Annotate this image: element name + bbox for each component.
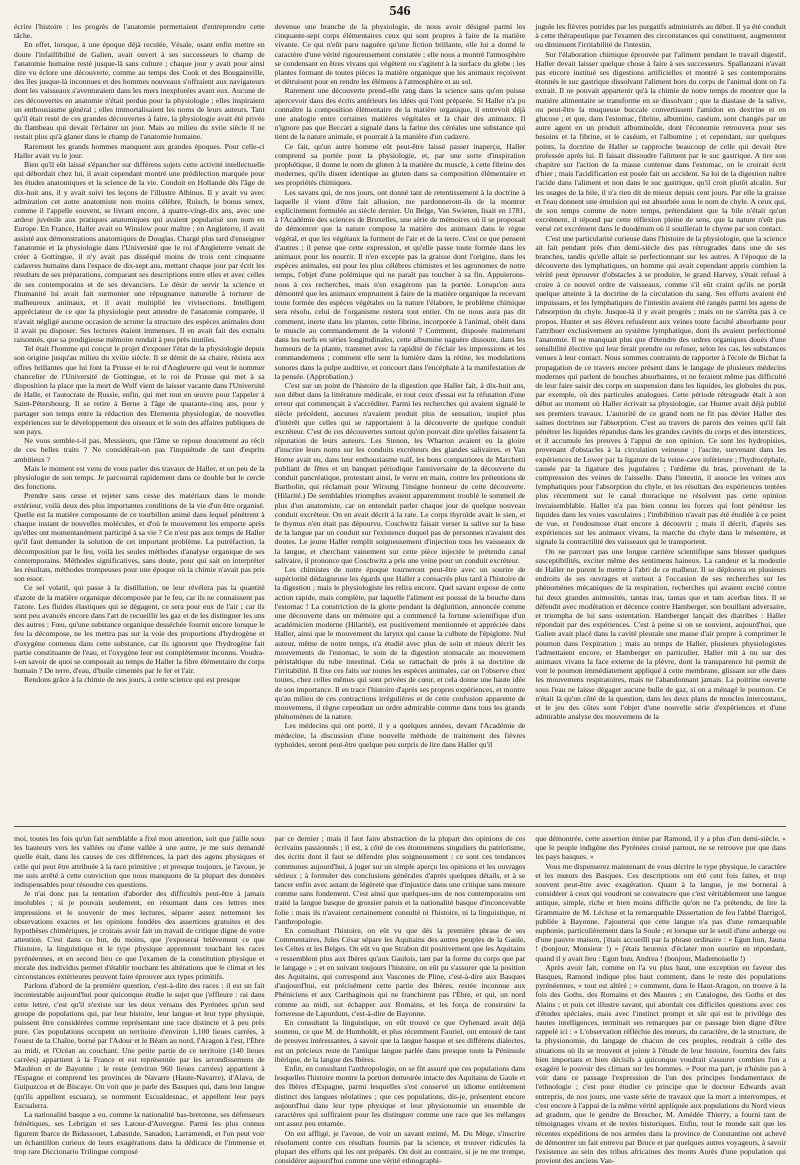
paragraph: Les médecins qui ont porté, il y a quelques années, devant l'Académie de médecine, la discussion d'une nouvelle méthode de traitement des fièvres typhoïdes, seront peut-être quelque peu surpris de lire dans Haller qu'il <box>275 721 526 749</box>
lower-column-3 <box>535 834 786 1126</box>
paragraph: En consultant l'histoire, on eût vu que dès la première phrase de ses Commentaires, Jules César sépare les Aquitains des autres peuples de la Gaule, les Celtes et les Belges. On eût vu que Strabon dit positivement que les Aquitains « ressemblent plus aux Ibères qu'aux Gaulois, tant par la forme du corps que par le langage » ; et en suivant toujours l'histoire, on eût pu s'assurer que la position des Aquitains, qui correspond aux Vascones de Pline, c'est-à-dire aux Basques d'aujourd'hui, est précisément cette partie des Ibères, restée inconnue aux Phéniciens et aux Carthaginois qui ne franchirent pas l'Èbre, et qui, un nord comme au midi, sut échapper aux Romains, et les força de construire la forteresse de Lapurdum, c'est-à-dire de Bayonne. <box>275 926 526 1018</box>
paragraph: écrire l'histoire : les progrès de l'anatomie permettaient d'entreprendre cette tâche. <box>14 22 265 40</box>
paragraph: devenue une branche de la physiologie, de nous avoir désigné parmi les cinquante-sept corps élémentaires ceux qui sont propres à faire de la matière vivante. Ce qui n'eût paru naguère qu'une fiction brillante, elle lui a donné le caractère d'une vérité rigoureusement constatée ; elle nous a montré l'atmosphère se condensant en êtres vivans qui végètent ou s'agitent à la surface du globe ; les plantes formant de toutes pièces la matière organique que les animaux reçoivent et détruisent pour en rendre les élémens à l'atmosphère et au sol. <box>275 22 526 86</box>
lower-section <box>14 834 786 1126</box>
upper-column-1 <box>14 22 265 818</box>
upper-column-2 <box>275 22 526 818</box>
paragraph: Tel était l'homme qui conçut le projet d'exposer l'état de la physiologie depuis son origine jusqu'au milieu du xviiie siècle. Il se démit de sa chaire, résista aux offres brillantes que lui font la Prusse et le roi d'Angleterre qui veut le nommer chancelier de l'Université de Gottingue, et le roi de Prusse qui met à sa disposition la place que la mort de Wolf vient de laisser vacante dans l'Université de Halle, et l'autocrate de Russie, enfin, qui met tout en œuvre pour l'appeler à Saint-Pétersbourg. Il se retire à Berne à l'âge de quarante-cinq ans, pour y partager son temps entre la rédaction des Elementa physiologiæ, de nouvelles expériences sur le développement des oiseaux et le soin des affaires publiques de son pays. <box>14 344 265 436</box>
paragraph: Rarement une découverte prend-elle rang dans la science sans qu'on puisse apercevoir dans des écrits antérieurs les idées qui l'ont préparée. Si Haller n'a pu connaître la composition élémentaire de la matière organique, il entrevoit déjà une analogie entre certaines matières végétales et la chair des animaux. Il n'ignore pas que Beccari a signalé dans la farine des céréales une substance qui tient de la nature animale, et pourrait à la manière d'un cadavre. <box>275 86 526 141</box>
paragraph: par ce dernier ; mais il faut faire abstraction de la plupart des opinions de ces écrivains passionnés ; il est, à côté de ces étonnemens singuliers du patriotisme, des écrits dont il faut se défendre plus soigneusement : ce sont ces tendances communes aujourd'hui, à juger sur un simple aperçu les opinions et les ouvrages sérieux ; à formuler des conclusions générales d'après quelques détails, et à se lancer enfin avec autant de légèreté que d'injustice dans une critique sans mesure comme sans fondement. C'est ainsi que quelques-uns de nos contemporains ont traité la langue basque de grossier patois et la nationalité basque d'inconcevable folie : mais ils n'avaient certainement consulté ni l'histoire, ni la linguistique, ni l'anthropologie. <box>275 834 526 926</box>
paragraph: moi, toutes les fois qu'un fait semblable a fixé mon attention, soit que j'aille sous les hauteurs vers les vallées ou d'une vallée à une autre, je me suis demandé quelle était, dans les causes de ces différences, la part des agens physiques et celle qui peut être attribuée à la race primitive ; et presque toujours, je l'avoue, je me suis arrêté à cette conviction que nous manquons de la plupart des données indispensables pour résoudre ces questions. <box>14 834 265 889</box>
paragraph: Ce fait, qu'un autre homme eût peut-être laissé passer inaperçu, Haller comprend sa portée pour la physiologie, et, par une sorte d'inspiration prophétique, il donne le nom de gluten à la matière du muscle, à cette fibrine des modernes, qu'ils disent identique au gluten dans sa composition élémentaire et ses propriétés chimiques. <box>275 142 526 188</box>
upper-section <box>14 22 786 818</box>
paragraph: Après avoir fait, comme on l'a vu plus haut, une exception en faveur des Basques, Ramond indique plus haut comment, dans le reste des populations pyrénéennes, « tout est altéré ; » comment, dans le Haut-Aragon, on trouve à la fois des Goths, des Romains et des Maures ; en Catalogne, des Goths et des Alains ; et puis cet illustre savant, qui abordait ces difficiles questions avec ces d'études spéciales, mais avec l'instinct prompt et sûr qui est le privilège des hautes intelligences, terminait ses remarques par ce passage bien digne d'être rappelé ici : « L'observation réfléchie des mœurs, du caractère, de la structure, de la physionomie, du langage de chacun de ces peuples, rendrait à celle des situations où ils se trouvent et jointe à l'étude de leur histoire, fournira des faits bien importans et bien décisifs à quiconque voudrait s'assurer combien l'on a exagéré le pouvoir des climats sur les hommes. » Pour ma part, je n'hésite pas à voir dans ce passage l'expression de l'un des principes fondamentaux de l'ethnologie ; c'est pour étudier ce principe que le docteur Edwards avait entrepris, de nos jours, une vaste série de travaux que la mort a interrompus, et c'est encore à l'appui de la même vérité appliquée aux populations du Nord vieux ad gradum, que le gendre de Brescher, M. Amédée Thierry, a fourni tant de témoignages vivans et de textes historiques. Enfin, tout le monde sait que les récentes expéditions de nos armées dans la province de Constantine ont achevé de démontrer un fait entrevu par Bruce et par quelques autres voyageurs, à savoir l'existence au sein des tribus africaines des monts Aurès d'une population qui provient des anciens Van- <box>535 963 786 1165</box>
paragraph: On ne parcourt pas une longue carrière scientifique sans blesser quelques susceptibilités, exciter même des sentimens haineux. La candeur et la modestie de Haller ne purent le mettre à l'abri de ce malheur. Il se déplorera en plusieurs endroits de ses ouvrages et surtout à l'occasion de ses recherches sur les phénomènes mécaniques de la respiration, recherches qui avaient excité contre lui deux grandes animosités, tantas iras, tantas que et tam acerbas lites. Il se défendit avec modération et décence contre Hamberger, son bouillant adversaire, et triompha de lui sans ostentation. Hamberger lançait des diatribes : Haller répondait par des expériences. C'est à peine si on se souvient, aujourd'hui, que Galien avait placé dans la cavité pleurale une masse d'air propre à comprimer le poumon dans l'expiration ; mais au temps de Haller, plusieurs physiologistes l'admettaient encore, et Hamberger en particulier. Haller mit à nu sur des animaux vivans la face externe de la plèvre, dont la transparence lui permit de voir le poumon immédiatement appliqué à cette membrane, glissant sur elle dans les mouvemens respiratoires, mais ne l'abandonnant jamais. La poitrine ouverte sous l'eau ne laisse dégager aucune bulle de gaz, si on a ménagé le poumon. Ce n'était là qu'un côté de la question, dans les deux plans de muscles intercostaux, et le jeu des côtes sont l'objet d'une nouvelle série d'expériences et d'une admirable analyse des mouvemens de la <box>535 547 786 722</box>
paragraph: Ne vous semble-t-il pas, Messieurs, que l'âme se repose doucement au récit de ces belles traits ? Ne considérait-on pas l'inquiétude de tant d'esprits ambitieux ? <box>14 436 265 464</box>
paragraph: Les savans qui, de nos jours, ont donné tant de retentissement à la doctrine à laquelle il vient d'être fait allusion, me pardonneront-ils de la montrer explicitement formulée au siècle dernier. Un Belge, Van Swieten, lisait en 1781, à l'Académie des sciences de Bruxelles, une série de mémoires où il se proposait de démontrer que la nature compose la matière des animaux dans le règne végétal, et que les végétaux la forment de l'air et de la terre. C'est ce que pensent d'autres ; il pense que cette expression, et qu'elle passe toute formée dans les animaux pour les nourrir. Il n'en excepte pas la graisse dont l'origine, dans les espèces animales, est pour les plus célèbres chimistes et les agronomes de notre temps, l'objet d'une polémique qui ne paraît pas toucher à sa fin. Appuierons-nous à ces recherches, mais n'en exagérons pas la portée. Lorsqu'on aura démontré que les animaux empruntent à faire de la matière organique la recevant toute formée des espèces végétales ou la nature l'élabore, le problème chimique sera résolu, celui de l'organisme restera tout entier. On ne nous aura pas dit comment, inerte dans les plantes, cette fibrine, incorporée à l'animal, obéit dans le muscle au commandement de la volonté ? Comment, disposée maintenant dans les nerfs en séries longitudinales, cette albumine naguère dissoute, dans les humeurs de la plante, transmet avec la rapidité de l'éclair les impressions et les commandemens ; comment elle sent la lumière dans la rétine, les modulations sonores dans la pulpe auditive, et concourt dans l'encéphale à la manifestation de la pensée. (Approbation.) <box>275 188 526 381</box>
paragraph: Vous me dispenserez maintenant de vous décrire le type physique, le caractère et les mœurs des Basques. Ces descriptions ont été cent fois faites, et trop souvent peut-être avec exagération. Quant à la langue, je me bornerai à considérer à ceux qui voudront se convaincre que c'est véritablement une langue antique, simple, riche et bien moins difficile qu'on ne l'a prétendu, de lire la Grammaire de M. Lécluse et la remarquable Dissertation de feu l'abbé Darrigol, publiée à Bayonne. J'ajouterai que cette langue n'a pas d'une remarquable euphonie, particulièrement dans la Soule ; et lorsque sur le seuil d'une auberge ou d'une pauvre maison, j'étais accueilli par la phrase ordinaire : « Egun hun, Jauna ! (bonjour, Monsieur !) » j'étais heureux d'éclater mon sourire en répondant, quand il y avait lieu : Egun hun, Andrea ! (bonjour, Mademoiselle !) <box>535 862 786 963</box>
paragraph: Rendons grâce à la chimie de nos jours, à cette science qui est presque <box>14 675 265 684</box>
upper-column-3 <box>535 22 786 818</box>
paragraph: La nationalité basque a eu, comme la nationalité bas-bretonne, ses défenseurs frénétiques, ses Lebrigan et ses Latour-d'Auvergne. Parmi les plus connus figurent Ibarce de Bidassouet, Labastide, Sanadon, Larramendi, et l'on peut voir un échantillon curieux de leurs exagérations dans la dédicace de l'immense et trop rare Diccionario Trilingue composé <box>14 1110 265 1156</box>
paragraph: Bien qu'il eût laissé s'épancher sur différens sujets cette activité intellectuelle qui débordait chez lui, il avait cependant montré une prédilection marquée pour les études anatomiques et la science de la vie. Conduit en Hollande dès l'âge de dix-huit ans, il y avait suivi les leçons de l'illustre Albinus. Il y avait vu avec admiration cet autre anatomiste non moins célèbre, Ruisch, le bonus senex, comme il l'appelle souvent, se livrant encore, à quatre-vingt-dix ans, avec une ardeur juvénile aux pratiques anatomiques qui avaient popularisé son nom en Europe. En France, Haller avait eu Winslow pour maître ; en Angleterre, il avait assisté aux démonstrations anatomiques de Douglas. Chargé plus tard d'enseigner l'anatomie et la physiologie dans l'Université que le roi d'Angleterre venait de créer à Gottingue, il n'y avait pas disséqué moins de trois cent cinquante cadavres humains dans l'espace de dix-sept ans, mettant chaque jour par écrit les résultats de ses préparations, comparant ses descriptions entre elles et avec celles de ses contemporains et de ses devanciers. Le désir de servir la science et l'humanité lui avait fait surmonter une répugnance naturelle à torturer de malheureux animaux, et il avait multiplié les vivisections. Intelligent appréciateur de ce que la physiologie peut attendre de l'anatomie comparée, il n'avait négligé aucune occasion de scruter la structure des espèces animales dont il avait pu disposer. Ses lectures étaient immenses. Il en avait fait des extraits raisonnés, que sa prodigieuse mémoire rendait à peu près inutiles. <box>14 160 265 344</box>
paragraph: Mais le moment est venu de vous parler des travaux de Haller, et un peu de la physiologie de son temps. Je parcourrai rapidement dans ce double but le cercle des fonctions. <box>14 464 265 492</box>
paragraph: que démontrée, cette assertion émise par Ramond, il y a plus d'un demi-siècle, « que le peuple indigène des Pyrénées croisé partout, ne se retrouve pur que dans les pays basques. » <box>535 834 786 862</box>
paragraph: Prendre sans cesse et rejeter sans cesse des matériaux dans le monde extérieur, voilà deux des plus importantes conditions de la vie d'un être organisé. Quelle est la matière composante de ce tourbillon animé dans lequel pénètrent à chaque instant de nouvelles molécules, et d'où le mouvement les emporte après qu'elles ont momentanément participé à sa vie ? Ce n'est pas aux temps de Haller qu'il faut demander la solution de cet important problème. La putréfaction, la décomposition par le feu, voilà les seules méthodes d'analyse organique de ses contemporains. Méthodes significatives, sans doute, pour qui sait en interpréter les résultats, méthodes trompeuses pour une époque où la chimie n'avait pas pris son essor. <box>14 491 265 583</box>
paragraph: jugule les fièvres putrides par les purgatifs administrés au début. Il ya été conduit à cette thérapeutique par l'examen des circonstances qui constituent, augmentent ou diminuent l'irritabilité de l'intestin. <box>535 22 786 50</box>
lower-column-2 <box>275 834 526 1126</box>
paragraph: Ce sel volatil, qui passe à la distillation, ne leur révélera pas la quantité d'azote de la matière organique décomposée par le feu, car ils ne connaissent pas l'azote. Les fluides élastiques qui se dégagent, ce sera pour eux de l'air ; car ils sont peu avancés encore dans l'art de recueillir les gaz et de les distinguer les uns des autres ; Fœu, qu'une substance organique desséchée fournit encore lorsque le feu la décompose, ne les mettra pas sur la voie des proportions d'hydrogène et d'oxygène contenus dans cette substance, car ils ignorent que l'hydrogène fait partie constituante de l'eau, et l'oxygène leur est complètement inconnu. Voudra-t-on savoir de quoi se composait au temps de Haller la fibre élémentaire du corps humain ? De terre, d'eau, d'huile cimentés par le fer et l'air. <box>14 583 265 675</box>
paragraph: Sur l'élaboration chimique éprouvée par l'aliment pendant le travail digestif, Haller devait laisser quelque chose à faire à ses successeurs. Spallanzani n'avait pas encore institué ses digestions artificielles et montré à ses contemporains étonnés le suc gastrique dissolvant l'aliment hors du corps de l'animal dont on l'a extrait. Il ne pouvait appartenir qu'à la chimie de notre temps de montrer que la matière alimentaire se transforme en se dissolvant ; que la diastase de la salive, ou peut-être la muqueuse buccale convertissent l'amidon en dextrine et en glucose ; et que, dans l'estomac, fibrine, albumine, caséum, sont changés par un autre agent en un produit albuminoïde, dont l'économie retrouvera pour ses besoins et la fibrine, et le caséum, et l'albumine ; et cependant, sur quelques points, la doctrine de Haller se rapproche beaucoup de celle qui devait être professée après lui. Il faisait dissoudre l'aliment par le suc gastrique. A tire son chapitre sur l'action de la masse contenue dans l'estomac, on le croirait écrit d'hier ; mais l'acidification est posée fait un accident. Sa loi de la digestion naître l'acide dans l'aliment et non dans le suc gastrique, qu'il croit plutôt alcalin. Sur les usages de la bile, il n'a rien dit de mieux depuis cent jours. Par elle la graisse et l'eau donnent une émulsion qui est absorbée sous le nom de chyle. A ceux qui, de son temps comme de notre temps, prétendaient que la bile n'était qu'un excrément, il répond par cette réflexion pleine de sens, que la nature n'eût pas versé cet excrément dans le duodénum où il souillerait le chyme par son contact. <box>535 50 786 234</box>
paragraph: On est affligé, je l'avoue, de voir un savant estimé, M. Du Mège, s'inscrire résolument contre ces résultats fournis par la science, et trouver ridicules la plupart des efforts qui les ont préparés. On doit au contraire, si je ne me trompe, considérer aujourd'hui comme une vérité ethnographi- <box>275 1129 526 1165</box>
paragraph: C'est sur un point de l'histoire de la digestion que Haller fait, à dix-huit ans, son début dans la littérature médicale, et tout ceux d'essai est la réfutation d'une erreur qui commençait à s'accréditer. Parmi les recherches qui avaient signalé le siècle précédent, aucunes n'avaient produit plus de sensation, inspiré plus d'intérêt que celles qui se rapportaient à la découverte de quelque conduit excréteur. C'est de ces découvertes surtout qu'on pouvait dire qu'elles faisaient la réputation de leurs auteurs. Les Stenon, les Wharton avaient eu la gloire d'inscrire leurs noms sur les conduits excréteurs des glandes salivaires, et Van Horne avait eu, dans leur enthousiasme naïf, les bons compatriotes de Marchetti publiant de fêtes et un banquet périodique l'anniversaire de la découverte du conduit pancréatique, protestant ainsi, le verre en main, contre les prétentions de Bartholin, qui réclamait pour Wirsung l'insigne honneur de cette découverte. (Hilarité.) De semblables triomphes avaient apparemment troublé le sommeil de plus d'un anatomiste, car on entendait parler chaque jour de quelque nouveau conduit excréteur. On en avait décrit à la rate. Le corps thyroïde avait le sien, et le thymus n'en était pas dépourvu. Coschwitz faisait verser la salive sur la base de la langue par un conduit sur l'existence duquel pas de personnes n'avaient des doutes. Le jeune Haller remplit soigneusement d'injection tous les vaisseaux de la langue, et cherchant vainement sur cette pièce injectée le prétendu canal salivaire, il prononce que Coschwitz a pris une veine pour un conduit excréteur. <box>275 381 526 565</box>
paragraph: Enfin, en consultant l'anthropologie, on se fût assuré que ces populations dans lesquelles l'histoire montre la portion demeurée intacte des Aquitains de Gaule et des Ibères d'Espagne, parmi lesquelles s'est conservé un idiome entièrement distinct des langues néolatines ; que ces populations, dis-je, présentent encore aujourd'hui dans leur type physique et leur physionomie un ensemble de caractères qui suffiraient pour les distinguer comme une race que les mélanges ont assez peu entamée. <box>275 1064 526 1128</box>
paragraph: Parlons d'abord de la première question, c'est-à-dire des races : il est un fait incontestable aujourd'hui pour quiconque étudie le sujet que j'effleure : rai dans cette lettre, c'est qu'il n'existe sur les deux versans des Pyrénées qu'un seul groupe de populations qui, par leur histoire, leur langue et leur type physique, puissent être considérées comme représentant une race distincte et à peu près pure. Ces populations occupent un territoire d'environ 1,100 lieues carrées, à l'ouest de la Chaîne, borné par l'Adour et le Béarn au nord, l'Aragon à l'est, l'Èbre au midi, et l'Océan au couchant. Une petite partie de ce territoire (140 lieues carrées) appartient à la France et est représentée par les arrondissemens de Mauléon et de Bayonne ; le reste (environ 960 lieues carrées) appartient à l'Espagne et comprend les provinces de Navarre (Haute-Navarre), d'Alava, de Guipuzcoa et de Biscaye. On voit que je parle des Basques qui, dans leur langue (qu'ils appellent escuara), se nomment Escualdesnac, et appellent leur pays Escualerra. <box>14 981 265 1110</box>
section-divider <box>14 826 786 827</box>
paragraph: C'est une particularité curieuse dans l'histoire de la physiologie, que la science ait fait pendant près d'un demi-siècle des pas rétrogrades dans une de ses branches, tandis qu'elle allait se perfectionnant sur les autres. A l'époque de la découverte des lymphatiques, un homme qui avait cependant appris combien la vérité peut éprouver d'obstacles à se produire, le grand Harvey, s'était refusé à croire à ce nouvel ordre de vaisseaux, comme s'il eût craint qu'ils ne portât quelque atteinte à la doctrine de la circulation du sang. Ses efforts avaient été impuissans, et les lymphatiques de l'intestin avaient été rangés parmi les agens de l'absorption du chyle. Jusque-là il y avait progrès ; mais on ne s'arrêta pas à ce propos. Hunter et ses élèves refusèrent aux veines toute faculté absorbante pour l'attribuer exclusivement au système lymphatique, dont ils avaient perfectionné l'anatomie. Il ne manquait plus que d'étendre des ordres organiques doués d'une sensibilité élective qui leur ferait prendre ou refuser, selon les cas, les substances venues à leur contact. Nous sommes contraints de rapporter à l'école de Bichat la propagation de ce travers encore présent dans le langage de plusieurs médecins modernes qui parlent de bouches absorbantes, et ne feraient même pas difficulté de leur faire saisir des corps en suspension dans les liquides, les globules du pus, par exemple, où des particules analogues. Cette période rétrograde était à son début au moment où Haller écrivait sa physiologie, car Hunter avait déjà publié ses premiers travaux. L'autorité de ce grand nom ne fit pas dévier Haller des saines doctrines sur l'absorption. C'est au travers de parois des veines qu'il fait pénétrer les liquides répandus dans les grandes cavités du corps et des interstices, et il accumule les preuves à l'appui de son opinion. Ce sont les hydropisies, provenant d'obstacles à la circulation veineuse ; l'ascite, survenant dans les expériences de Lower par la ligature de la veine-cave inférieure ; l'hydrocéphale, causée par la ligature des jugulaires ; l'œdème du bras, provenant de la compression des veines de l'aisselle. Dans l'intestin, il associe les veines aux lymphatiques pour l'absorption du chyle, et les résultats des expériences tentées plus récemment sur le canal thoracique ne résolvent pas cette opinion invraisemblable. Haller n'a pas bien connu les forces qui font pénétrer les liquides dans les voies vasculaires ; l'imbibition n'avait pas été étudiée à ce point de vue, et l'endosmose était encore à découvrir ; mais il décrit, d'après ses expériences sur les animaux vivans, la marche du chyle dans le mésentère, et signale la contractilité des vaisseaux qui le transportent. <box>535 234 786 547</box>
paragraph: Je n'ai donc pas la tentation d'aborder des difficultés peut-être à jamais insolubles ; si je pouvais seulement, en résumant dans ces lettres mes impressions et le souvenir de mes lectures, séparer assez nettement les observations exactes et les opinions fondées des assertions gratuites et des hypothèses chimériques, je croirais avoir fait un travail de critique digne de votre attention. C'est dans ce but, du moins, que j'exposerai brièvement ce que l'histoire, la linguistique et le type physique apprennent touchant les races pyrénéennes, et en second lieu ce que l'examen de la constitution physique et morale des individus permet d'établir touchant les altérations que le climat et les circonstances extérieures peuvent faire éprouver aux types primitifs. <box>14 889 265 981</box>
paragraph: Les chimistes de notre époque tourneront peut-être avec un sourire de supériorité dédaigneuse les égards que Haller a consacrés plus tard à l'histoire de la digestion ; mais le physiologiste les relira encore. Quel savant expose de cette action rapide, mais complète, par laquelle l'aliment est poussé de la bouche dans l'estomac ! La constriction de la glotte pendant la déglutition, annoncée comme une découverte dans un mémoire qui a commencé la fortune scientifique d'un académicien moderne (Hilarité), est positivement mentionnée et appréciée dans Haller, ainsi que le mouvement du larynx qui cause la culbute de l'épiglotte. Nul auteur, même de notre temps, n'a étudié avec plus de soin et mieux décrit les mouvements de l'estomac, le soin de la digestion stomacale au mouvement péristaltique du tube intestinal. Cela se rattachait de près à sa doctrine de l'irritabilité. Il fixe ces faits sur toutes les espèces animales, car on l'observe chez toutes, chez celles mêmes qui sont privées de cœur, et cela donne une haute idée de son importance. Il en trace l'histoire d'après ses propres expériences, et montre qu'au milieu de ces contractions irrégulières et de cette confusion apparente de mouvemens, il règne cependant un ordre admirable comme dans tous les grands phénomènes de la nature. <box>275 565 526 721</box>
paragraph: En consultant la linguistique, on eût trouvé ce que Oyhenard avait déjà soutenu, ce que M. de Humboldt, et plus récemment Fauriel, ont entouré de tant de preuves intéressantes, à savoir que la langue basque et ses différens dialectes, est un précieux reste de l'antique langue parlée dans presque toute la Péninsule ibérique, de la langue des Ibères. <box>275 1018 526 1064</box>
lower-column-1 <box>14 834 265 1126</box>
paragraph: En effet, lorsque, à une époque déjà reculée, Vésale, osant enfin mettre en doute l'infaillibilité de Galien, avait ouvert à ses successeurs le champ de l'anatomie humaine resté jusque-là sans culture ; chaque jour y avait pour ainsi dire vu éclore une découverte, comme au temps des Cook et des Bougainville, des îles jusque-là inconnues et des hommes nouveaux s'offraient aux navigateurs dont les vaisseaux s'aventuraient dans les mers inexplorées avant eux. Aucune de ces découvertes en anatomie n'était perdue pour la physiologie ; elles inspiraient un enthousiasme général ; elles immortalisaient les noms de leurs auteurs. Tant qu'il était resté de ces grandes découvertes à faire, la physiologie avait été privée du flambeau qui devait l'éclairer un jour. Mais au milieu du xviie siècle il ne restait plus qu'à glaner dans le champ de l'anatomie humaine. <box>14 40 265 141</box>
page-number: 546 <box>0 4 800 20</box>
paragraph: Rarement les grands hommes manquent aux grandes époques. Pour celle-ci Haller avait vu le jour. <box>14 142 265 160</box>
